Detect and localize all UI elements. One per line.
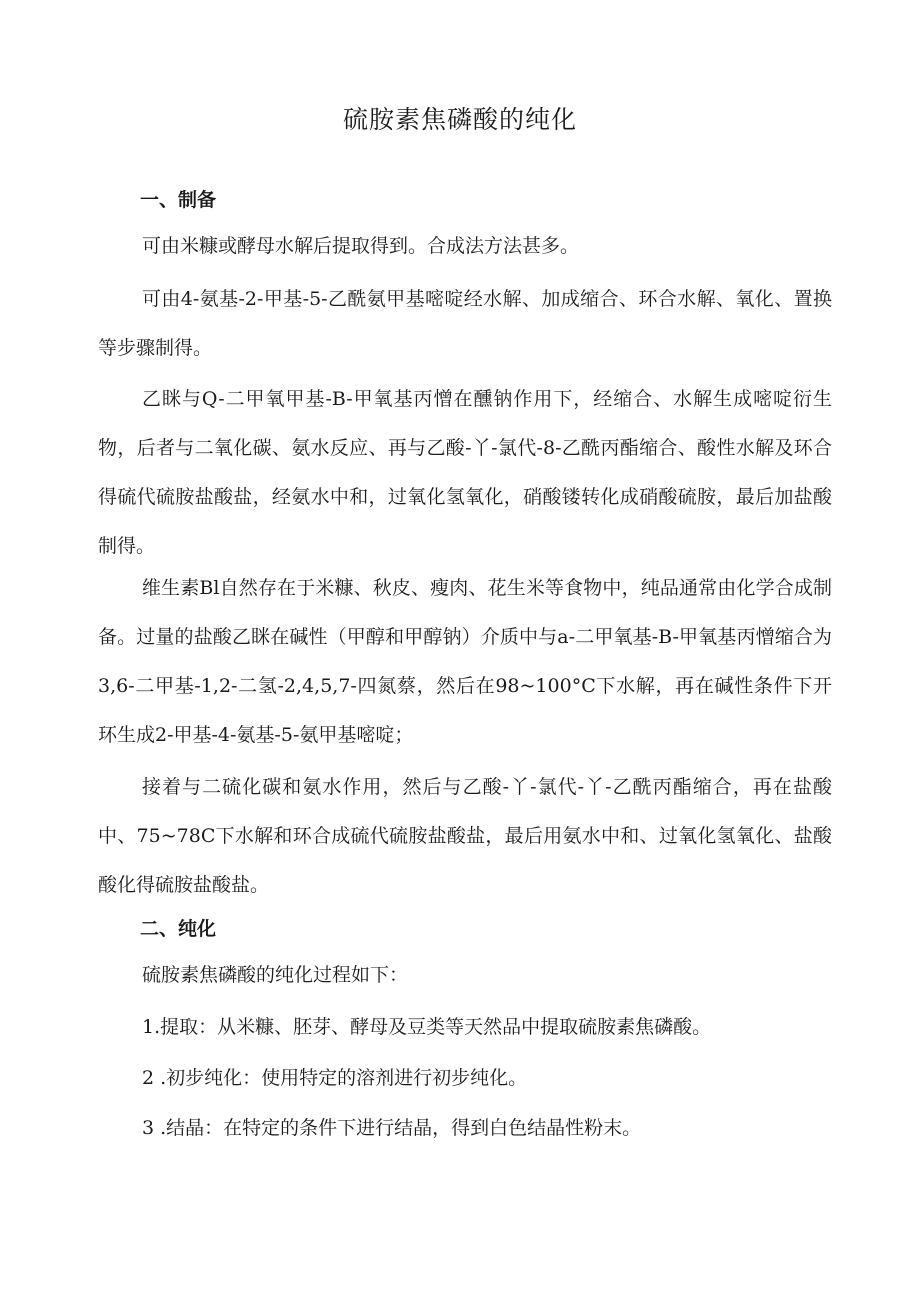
paragraph: 乙眯与Q-二甲氧甲基-B-甲氧基丙憎在醺钠作用下，经缩合、水解生成嘧啶衍生物，后者与二氧化碳、氨水反应、再与乙酸-丫-氯代-8-乙酰丙酯缩合、酸性水解及环合得硫代硫胺盐酸盐，经氨水中和，过氧化氢氧化，硝酸镂转化成硝酸硫胺，最后加盐酸制得。 [98, 388, 832, 557]
paragraph: 接着与二硫化碳和氨水作用，然后与乙酸-丫-氯代-丫-乙酰丙酯缩合，再在盐酸中、75~78C下水解和环合成硫代硫胺盐酸盐，最后用氨水中和、过氧化氢氧化、盐酸酸化得硫胺盐酸盐。 [98, 776, 832, 896]
document-title: 硫胺素焦磷酸的纯化 [342, 105, 577, 134]
list-item: 1.提取：从米糠、胚芽、酵母及豆类等天然品中提取硫胺素焦磷酸。 [142, 1016, 712, 1038]
list-item: 2 .初步纯化：使用特定的溶剂进行初步纯化。 [142, 1067, 528, 1089]
paragraph: 维生素Bl自然存在于米糠、秋皮、瘦肉、花生米等食物中，纯品通常由化学合成制备。过量的盐酸乙眯在碱性（甲醇和甲醇钠）介质中与a-二甲氧基-B-甲氧基丙憎缩合为3,6-二甲基-1,2-二氢-2,4,5,7-四氮蔡，然后在98~100°C下水解，再在碱性条件下开环生成2-甲基-4-氨基-5-氨甲基嘧啶； [98, 577, 832, 746]
section-heading-purification: 二、纯化 [140, 918, 217, 940]
paragraph: 硫胺素焦磷酸的纯化过程如下： [142, 964, 409, 986]
paragraph: 可由4-氨基-2-甲基-5-乙酰氨甲基嘧啶经水解、加成缩合、环合水解、氧化、置换等步骤制得。 [98, 288, 832, 359]
list-item: 3 .结晶：在特定的条件下进行结晶，得到白色结晶性粉末。 [142, 1117, 642, 1139]
paragraph: 可由米糠或酵母水解后提取得到。合成法方法甚多。 [142, 235, 580, 257]
section-heading-preparation: 一、制备 [140, 189, 217, 211]
